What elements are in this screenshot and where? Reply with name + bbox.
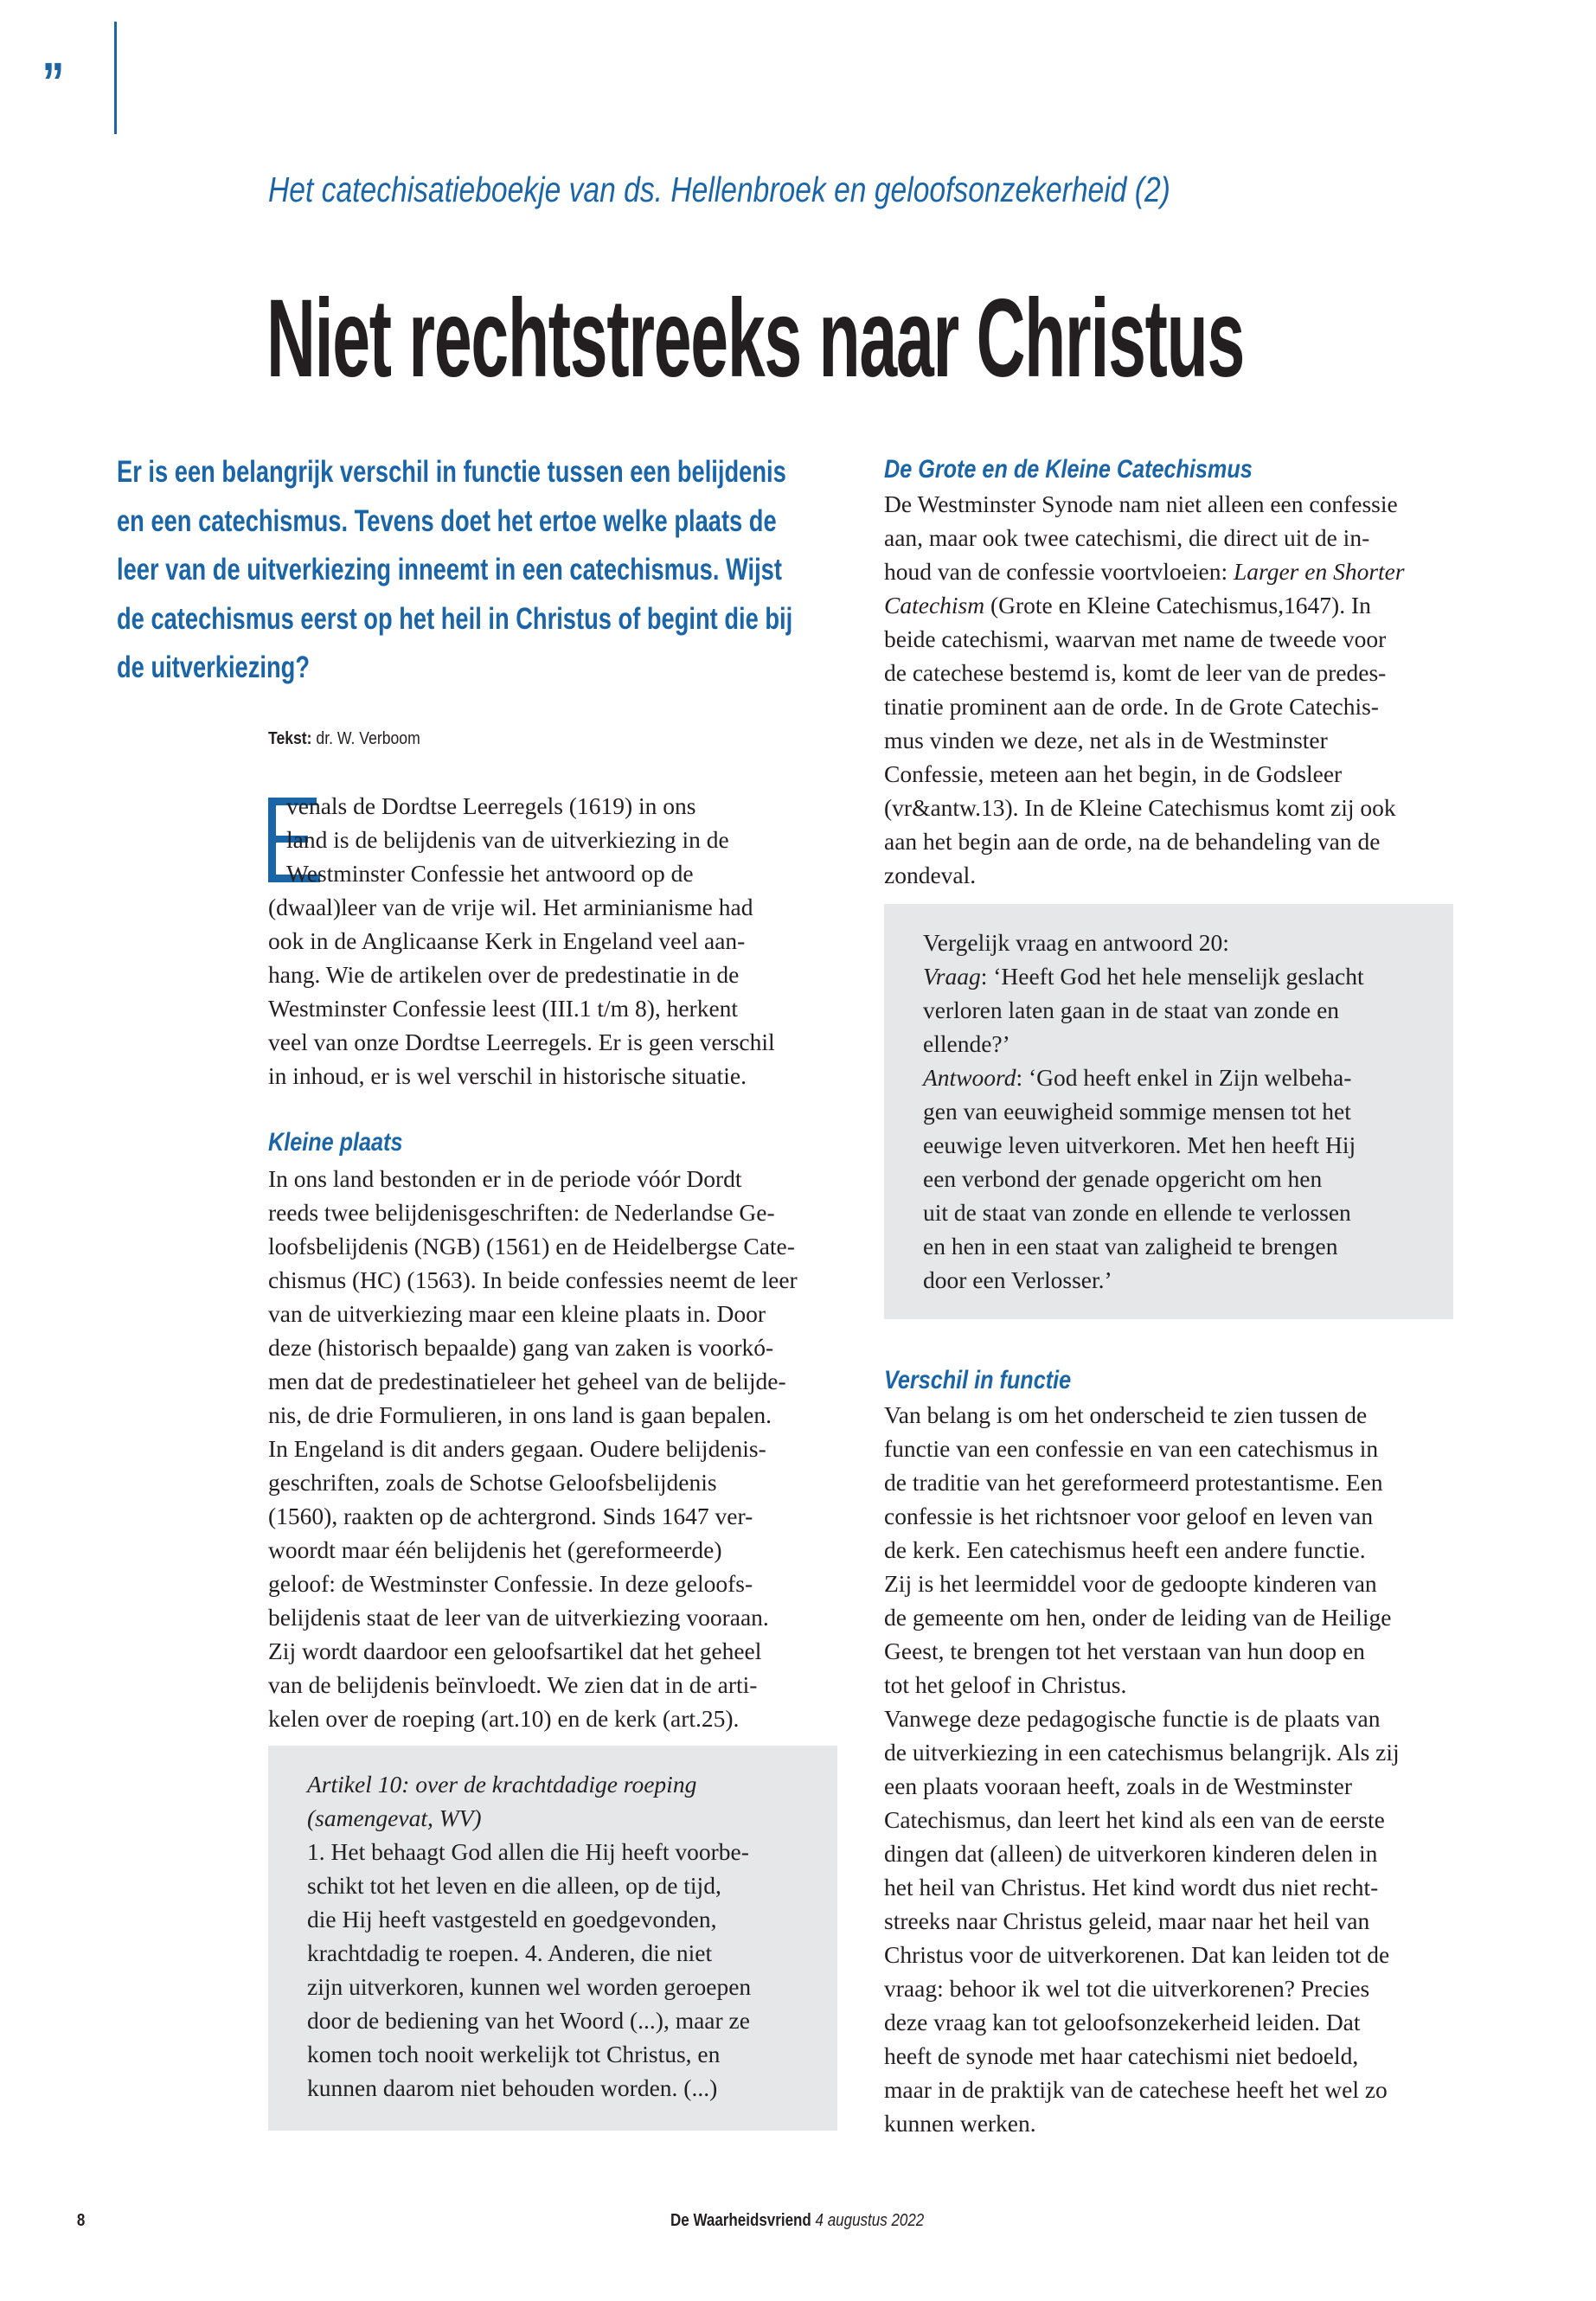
text-line: (dwaal)leer van de vrije wil. Het arminianisme had [268, 894, 753, 920]
text-line: loofsbelijdenis (NGB) (1561) en de Heidelbergse Cate- [268, 1233, 795, 1259]
text-line: Westminster Confessie het antwoord op de [286, 860, 694, 887]
text-line: heeft de synode met haar catechismi niet bedoeld, [884, 2042, 1359, 2069]
text-line: nis, de drie Formulieren, in ons land is gaan bepalen. [268, 1401, 772, 1428]
text-line: Zij is het leermiddel voor de gedoopte kinderen van [884, 1570, 1377, 1597]
text-line: chismus (HC) (1563). In beide confessies neemt de leer [268, 1266, 798, 1293]
text-line: gen van eeuwigheid sommige mensen tot het [923, 1098, 1351, 1125]
text-line: ellende?’ [923, 1030, 1010, 1057]
byline-label: Tekst: [268, 729, 312, 748]
text-line: men dat de predestinatieleer het geheel van de belijde- [268, 1368, 786, 1394]
section-heading-catechismus: De Grote en de Kleine Catechismus [884, 455, 1253, 484]
text-line [923, 959, 1442, 993]
text-line: Er is een belangrijk verschil in functie tussen een belijdenis [117, 455, 786, 489]
italic-text: Antwoord [923, 1064, 1016, 1091]
text-line: leer van de uitverkiezing inneemt in een catechismus. Wijst [117, 553, 782, 586]
text-segment: : ‘God heeft enkel in Zijn welbeha- [1016, 1064, 1352, 1091]
text-line: de catechismus eerst op het heil in Christus of begint die bij [117, 601, 793, 636]
text-line: Catechismus, dan leert het kind als een van de eerste [884, 1806, 1385, 1833]
text-line: 1. Het behaagt God allen die Hij heeft voorbe- [307, 1838, 749, 1865]
text-line: veel van onze Dordtse Leerregels. Er is geen verschil [268, 1029, 775, 1055]
text-line: kelen over de roeping (art.10) en de kerk (art.25). [268, 1705, 740, 1732]
text-line: deze (historisch bepaalde) gang van zaken is voorkó- [268, 1334, 774, 1361]
text-line: Confessie, meteen aan het begin, in de Godsleer [884, 760, 1343, 787]
text-line: Westminster Confessie leest (III.1 t/m 8), herkent [268, 995, 739, 1022]
text-line: In Engeland is dit anders gegaan. Oudere belijdenis- [268, 1435, 766, 1462]
text-line: en een catechismus. Tevens doet het ertoe welke plaats de [117, 503, 777, 538]
text-line: tinatie prominent aan de orde. In de Grote Catechis- [884, 693, 1379, 720]
text-line: dingen dat (alleen) de uitverkoren kinderen delen in [884, 1840, 1378, 1867]
text-line: aan, maar ook twee catechismi, die direct uit de in- [884, 524, 1370, 551]
footer-publication [670, 2211, 924, 2231]
text-line: zondeval. [884, 862, 977, 888]
text-line: komen toch nooit werkelijk tot Christus, en [307, 2041, 721, 2067]
text-line [307, 1801, 826, 1835]
text-line [884, 554, 1455, 588]
text-line: Geest, te brengen tot het verstaan van hun doop en [884, 1638, 1365, 1664]
text-line: confessie is het richtsnoer voor geloof en leven van [884, 1503, 1374, 1529]
text-line: functie van een confessie en van een catechismus in [884, 1435, 1379, 1462]
text-line: maar in de praktijk van de catechese heeft het wel zo [884, 2076, 1388, 2103]
text-line: mus vinden we deze, net als in de Westminster [884, 727, 1328, 753]
text-line: Zij wordt daardoor een geloofsartikel dat het geheel [268, 1638, 762, 1664]
italic-text: (samengevat, WV) [307, 1804, 482, 1831]
text-line: Christus voor de uitverkorenen. Dat kan leiden tot de [884, 1941, 1390, 1968]
text-line: Vergelijk vraag en antwoord 20: [923, 929, 1229, 956]
text-line: geschriften, zoals de Schotse Geloofsbelijdenis [268, 1469, 717, 1496]
text-line: ook in de Anglicaanse Kerk in Engeland veel aan- [268, 927, 746, 954]
text-line: een plaats vooraan heeft, zoals in de Westminster [884, 1772, 1352, 1799]
text-line: het heil van Christus. Het kind wordt dus niet recht- [884, 1874, 1379, 1900]
series-title: Het catechisatieboekje van ds. Hellenbroek en geloofsonzekerheid (2) [268, 170, 1170, 209]
text-line: uit de staat van zonde en ellende te verlossen [923, 1199, 1351, 1226]
text-line: woordt maar één belijdenis het (gereformeerde) [268, 1536, 722, 1563]
text-line: geloof: de Westminster Confessie. In deze geloofs- [268, 1570, 753, 1597]
byline [268, 729, 420, 749]
text-line: Van belang is om het onderscheid te zien tussen de [884, 1401, 1368, 1428]
text-line [307, 1767, 826, 1801]
text-segment: : ‘Heeft God het hele menselijk geslacht [980, 963, 1364, 990]
italic-text: Larger en Shorter [1234, 558, 1405, 585]
vraag-antwoord-text [923, 926, 1442, 1297]
byline-author: dr. W. Verboom [316, 729, 420, 748]
quote-icon: ” [42, 51, 61, 113]
text-line: streeks naar Christus geleid, maar naar het heil van [884, 1907, 1370, 1934]
section-divider [114, 22, 117, 134]
page-title: Niet rechtstreeks naar Christus [266, 277, 1245, 401]
text-segment: (Grote en Kleine Catechismus,1647). In [984, 592, 1371, 619]
text-line: die Hij heeft vastgesteld en goedgevonden, [307, 1906, 717, 1932]
section-heading-verschil: Verschil in functie [884, 1366, 1072, 1394]
lead-paragraph [117, 448, 792, 693]
text-line: reeds twee belijdenisgeschriften: de Nederlandse Ge- [268, 1199, 775, 1226]
text-line: door een Verlosser.’ [923, 1266, 1112, 1293]
italic-text: Vraag [923, 963, 981, 990]
italic-text: Catechism [884, 592, 985, 619]
text-line: (1560), raakten op de achtergrond. Sinds 1647 ver- [268, 1503, 753, 1529]
text-line [923, 1061, 1442, 1094]
text-line: In ons land bestonden er in de periode vóór Dordt [268, 1165, 742, 1192]
magazine-name: De Waarheidsvriend [670, 2211, 811, 2230]
text-line [884, 588, 1455, 622]
text-line: in inhoud, er is wel verschil in historische situatie. [268, 1062, 747, 1089]
text-line: land is de belijdenis van de uitverkiezing in de [286, 826, 729, 853]
text-line: venals de Dordtse Leerregels (1619) in ons [286, 792, 696, 819]
text-line: kunnen werken. [884, 2110, 1036, 2137]
text-line: de catechese bestemd is, komt de leer van de predes- [884, 659, 1387, 686]
text-line: vraag: behoor ik wel tot die uitverkorenen? Precies [884, 1975, 1370, 2002]
article-10-text [307, 1767, 826, 2105]
section-heading-kleine-plaats: Kleine plaats [268, 1128, 403, 1157]
intro-paragraph [268, 789, 839, 1093]
text-line: aan het begin aan de orde, na de behandeling van de [884, 828, 1381, 855]
text-segment: houd van de confessie voortvloeien: [884, 558, 1234, 585]
italic-text: Artikel 10: over de krachtdadige roeping [307, 1771, 697, 1798]
text-line: de traditie van het gereformeerd protestantisme. Een [884, 1469, 1383, 1496]
catechismus-paragraph [884, 487, 1455, 892]
text-line: de kerk. Een catechismus heeft een andere functie. [884, 1536, 1366, 1563]
text-line: deze vraag kan tot geloofsonzekerheid leiden. Dat [884, 2009, 1361, 2035]
text-line: eeuwige leven uitverkoren. Met hen heeft Hij [923, 1131, 1356, 1158]
text-line: de gemeente om hen, onder de leiding van de Heilige [884, 1604, 1392, 1631]
kleine-plaats-paragraph [268, 1162, 839, 1735]
text-line: zijn uitverkoren, kunnen wel worden geroepen [307, 1973, 752, 2000]
page-number: 8 [76, 2211, 86, 2230]
text-line: (vr&antw.13). In de Kleine Catechismus komt zij ook [884, 794, 1396, 821]
text-line: kunnen daarom niet behouden worden. (...) [307, 2074, 718, 2101]
issue-date: 4 augustus 2022 [815, 2211, 925, 2230]
text-line: krachtdadig te roepen. 4. Anderen, die niet [307, 1939, 713, 1966]
text-line: tot het geloof in Christus. [884, 1671, 1127, 1698]
text-line: de uitverkiezing in een catechismus belangrijk. Als zij [884, 1739, 1400, 1766]
text-line: belijdenis staat de leer van de uitverkiezing vooraan. [268, 1604, 769, 1631]
text-line: en hen in een staat van zaligheid te brengen [923, 1233, 1338, 1259]
text-line: door de bediening van het Woord (...), maar ze [307, 2007, 750, 2034]
text-line: verloren laten gaan in de staat van zonde en [923, 997, 1340, 1023]
text-line: schikt tot het leven en die alleen, op de tijd, [307, 1872, 721, 1899]
text-line: een verbond der genade opgericht om hen [923, 1165, 1323, 1192]
text-line: van de belijdenis beïnvloedt. We zien dat in de arti- [268, 1671, 758, 1698]
text-line: De Westminster Synode nam niet alleen een confessie [884, 490, 1398, 517]
text-line: van de uitverkiezing maar een kleine plaats in. Door [268, 1300, 766, 1327]
text-line: hang. Wie de artikelen over de predestinatie in de [268, 961, 740, 988]
verschil-paragraph [884, 1398, 1455, 2140]
text-line: Vanwege deze pedagogische functie is de plaats van [884, 1705, 1381, 1732]
text-line: beide catechismi, waarvan met name de tweede voor [884, 625, 1387, 652]
text-line: de uitverkiezing? [117, 651, 311, 684]
